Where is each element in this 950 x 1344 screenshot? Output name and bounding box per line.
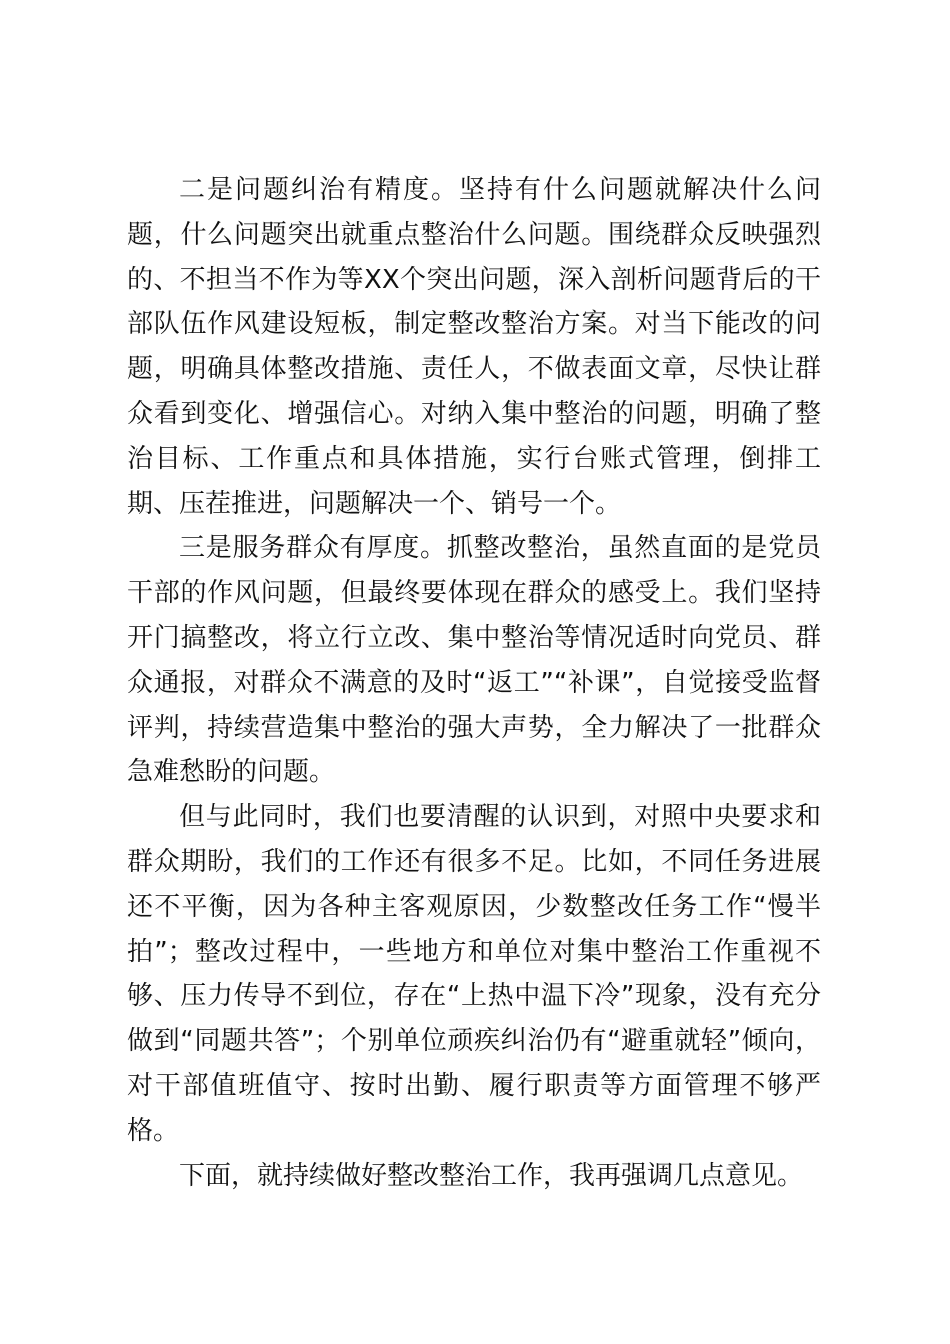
paragraph-transition: 下面，就持续做好整改整治工作，我再强调几点意见。 <box>179 1160 804 1191</box>
paragraph-serving-masses: 三是服务群众有厚度。抓整改整治，虽然直面的是党员干部的作风问题，但最终要体现在群众的感受上。我们坚持开门搞整改，将立行立改、集中整治等情况适时向党员、群众通报，对群众不满意的及时“返工”“补课”，自觉接受监督评判，持续营造集中整治的强大声势，全力解决了一批群众急难愁盼的问题。 <box>127 533 821 788</box>
paragraph-problem-rectification: 二是问题纠治有精度。坚持有什么问题就解决什么问题，什么问题突出就重点整治什么问题。围绕群众反映强烈的、不担当不作为等XX个突出问题，深入剖析问题背后的干部队伍作风建设短板，制定整改整治方案。对当下能改的问题，明确具体整改措施、责任人，不做表面文章，尽快让群众看到变化、增强信心。对纳入集中整治的问题，明确了整治目标、工作重点和具体措施，实行台账式管理，倒排工期、压茬推进，问题解决一个、销号一个。 <box>127 175 821 519</box>
document-body <box>127 168 821 1198</box>
paragraph-shortcomings: 但与此同时，我们也要清醒的认识到，对照中央要求和群众期盼，我们的工作还有很多不足。比如，不同任务进展还不平衡，因为各种主客观原因，少数整改任务工作“慢半拍”；整改过程中，一些地方和单位对集中整治工作重视不够、压力传导不到位，存在“上热中温下冷”现象，没有充分做到“同题共答”；个别单位顽疾纠治仍有“避重就轻”倾向，对干部值班值守、按时出勤、履行职责等方面管理不够严格。 <box>127 802 821 1146</box>
